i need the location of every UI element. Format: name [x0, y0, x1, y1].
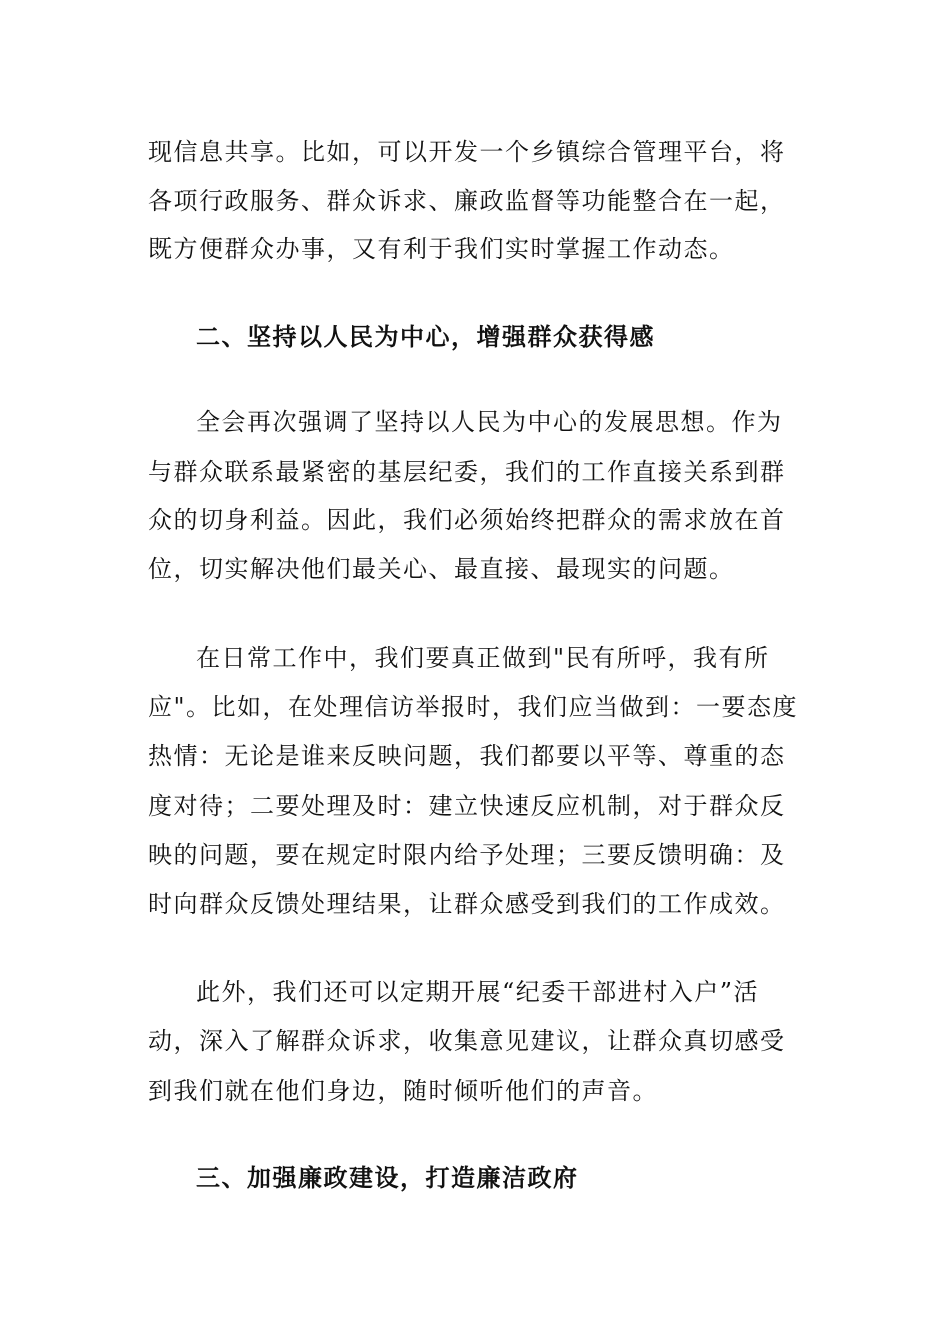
paragraph-line: 在日常工作中，我们要真正做到"民有所呼，我有所 — [196, 644, 770, 672]
paragraph-line: 度对待；二要处理及时：建立快速反应机制，对于群众反 — [148, 792, 786, 820]
paragraph-line: 既方便群众办事，又有利于我们实时掌握工作动态。 — [148, 235, 735, 263]
section-heading-2: 二、坚持以人民为中心，增强群众获得感 — [196, 322, 655, 351]
paragraph-line: 与群众联系最紧密的基层纪委，我们的工作直接关系到群 — [148, 458, 786, 486]
paragraph-line: 到我们就在他们身边，随时倾听他们的声音。 — [148, 1077, 658, 1105]
paragraph-line: 应"。比如，在处理信访举报时，我们应当做到：一要态度 — [148, 693, 799, 721]
paragraph-line: 位，切实解决他们最关心、最直接、最现实的问题。 — [148, 555, 735, 583]
paragraph-line: 全会再次强调了坚持以人民为中心的发展思想。作为 — [196, 408, 783, 436]
paragraph-line: 时向群众反馈处理结果，让群众感受到我们的工作成效。 — [148, 890, 786, 918]
paragraph-line: 此外，我们还可以定期开展“纪委干部进村入户”活 — [196, 978, 760, 1006]
paragraph-line: 热情：无论是谁来反映问题，我们都要以平等、尊重的态 — [148, 742, 786, 770]
section-heading-3: 三、加强廉政建设，打造廉洁政府 — [196, 1163, 579, 1192]
paragraph-line: 映的问题，要在规定时限内给予处理；三要反馈明确：及 — [148, 841, 786, 869]
paragraph-line: 各项行政服务、群众诉求、廉政监督等功能整合在一起， — [148, 187, 786, 215]
paragraph-line: 动，深入了解群众诉求，收集意见建议，让群众真切感受 — [148, 1027, 786, 1055]
paragraph-line: 众的切身利益。因此，我们必须始终把群众的需求放在首 — [148, 506, 786, 534]
paragraph-line: 现信息共享。比如，可以开发一个乡镇综合管理平台，将 — [148, 138, 786, 166]
